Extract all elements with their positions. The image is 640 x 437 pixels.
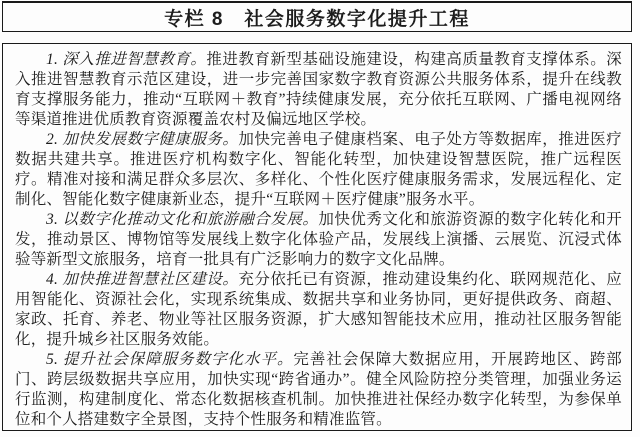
paragraph-5-lead: 提升社会保障服务数字化水平。 <box>62 351 294 368</box>
paragraph-3-body: 加快优秀文化和旅游资源的数字化转化和开发，推动景区、博物馆等发展线上数字化体验产品，发展线上演播、云展览、沉浸式体验等新型文旅服务，培育一批具有广泛影响力的数字文化品牌。 <box>15 211 622 268</box>
paragraph-1-body: 推进教育新型基础设施建设，构建高质量教育支撑体系。深入推进智慧教育示范区建设，进一步完善国家数字教育资源公共服务体系，提升在线教育支撑服务能力，推动“互联网＋教育”持续健康发展，充分依托互联网、广播电视网络等渠道推进优质教育资源覆盖农村及偏远地区学校。 <box>15 51 622 128</box>
paragraph-1-number: 1. <box>46 51 59 68</box>
paragraph-2-body: 加快完善电子健康档案、电子处方等数据库，推进医疗数据共建共享。推进医疗机构数字化、智能化转型，加快建设智慧医院，推广远程医疗。精准对接和满足群众多层次、多样化、个性化医疗健康服务需求，发展远程化、定制化、智能化数字健康新业态，提升“互联网＋医疗健康”服务水平。 <box>15 131 622 208</box>
paragraph-4-number: 4. <box>46 271 59 288</box>
paragraph-3 <box>15 210 622 270</box>
paragraph-5-number: 5. <box>46 351 59 368</box>
column-title: 专栏 8 社会服务数字化提升工程 <box>164 8 470 30</box>
paragraph-2-lead: 加快发展数字健康服务。 <box>62 131 239 148</box>
paragraph-3-lead: 以数字化推动文化和旅游融合发展。 <box>62 211 319 228</box>
paragraph-4 <box>15 270 622 350</box>
paragraph-3-number: 3. <box>46 211 59 228</box>
paragraph-2-number: 2. <box>46 131 59 148</box>
column-content-box <box>2 43 632 431</box>
paragraph-4-lead: 加快推进智慧社区建设。 <box>62 271 239 288</box>
paragraph-2 <box>15 130 622 210</box>
column-title-box <box>2 1 632 32</box>
paragraph-4-body: 充分依托已有资源，推动建设集约化、联网规范化、应用智能化、资源社会化，实现系统集成、数据共享和业务协同，更好提供政务、商超、家政、托育、养老、物业等社区服务资源，扩大感知智能技术应用，推动社区服务智能化，提升城乡社区服务效能。 <box>15 271 622 348</box>
paragraph-1 <box>15 50 622 130</box>
paragraph-1-lead: 深入推进智慧教育。 <box>62 51 207 68</box>
paragraph-5-body: 完善社会保障大数据应用，开展跨地区、跨部门、跨层级数据共享应用，加快实现“跨省通办”。健全风险防控分类管理，加强业务运行监测，构建制度化、常态化数据核查机制。加快推进社保经办数字化转型，为参保单位和个人搭建数字全景图，支持个性服务和精准监管。 <box>15 351 622 428</box>
paragraph-5 <box>15 350 622 430</box>
